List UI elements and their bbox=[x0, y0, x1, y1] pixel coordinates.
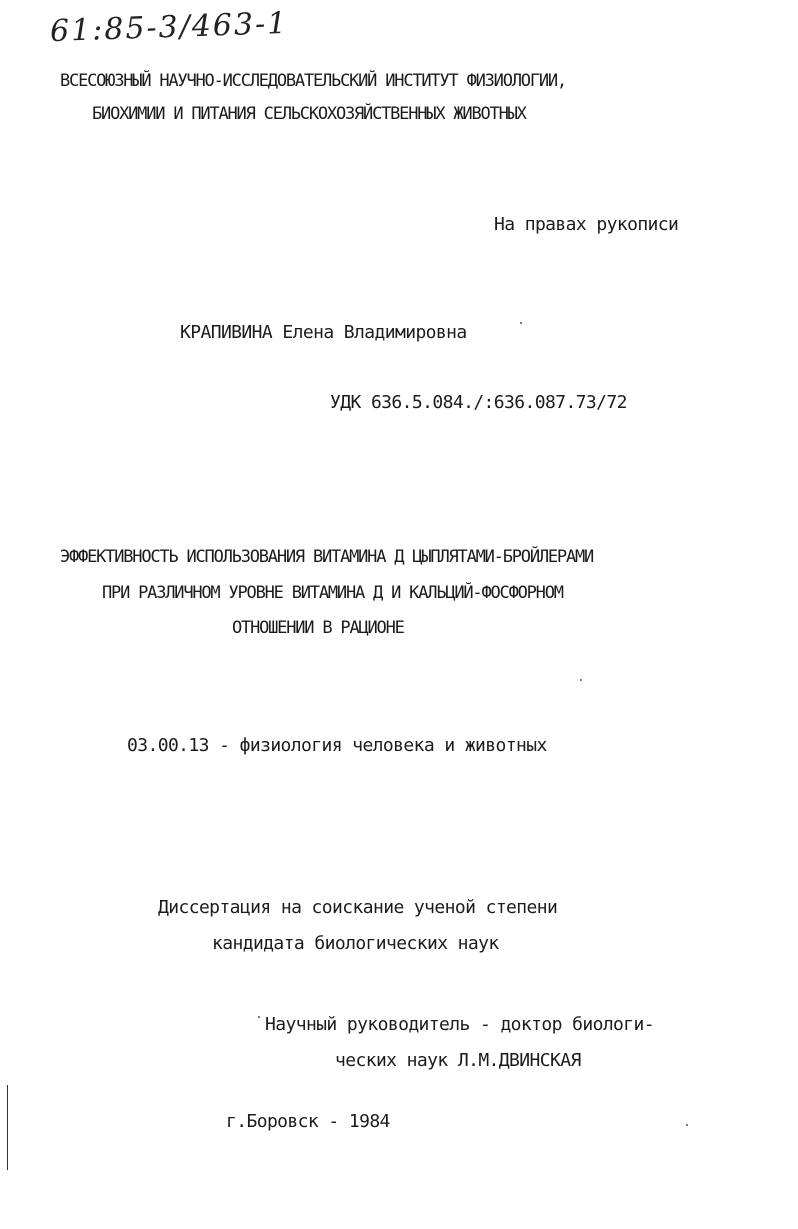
scan-speck bbox=[580, 679, 582, 681]
dissertation-title-line-3: ОТНОШЕНИИ В РАЦИОНЕ bbox=[232, 618, 404, 638]
institution-line-2: БИОХИМИИ И ПИТАНИЯ СЕЛЬСКОХОЗЯЙСТВЕННЫХ ЖИВОТНЫХ bbox=[92, 104, 526, 124]
author-name: КРАПИВИНА Елена Владимировна bbox=[180, 322, 467, 343]
manuscript-rights-note: На правах рукописи bbox=[494, 214, 679, 235]
scan-speck bbox=[686, 1124, 688, 1126]
supervisor-line-2: ческих наук Л.М.ДВИНСКАЯ bbox=[335, 1050, 581, 1071]
degree-line-1: Диссертация на соискание ученой степени bbox=[158, 897, 558, 918]
udc-code: УДК 636.5.084./:636.087.73/72 bbox=[330, 392, 627, 413]
degree-line-2: кандидата биологических наук bbox=[212, 933, 499, 954]
institution-line-1: ВСЕСОЮЗНЫЙ НАУЧНО-ИССЛЕДОВАТЕЛЬСКИЙ ИНСТИТУТ ФИЗИОЛОГИИ, bbox=[60, 71, 566, 91]
dissertation-title-line-2: ПРИ РАЗЛИЧНОМ УРОВНЕ ВИТАМИНА Д И КАЛЬЦИЙ-ФОСФОРНОМ bbox=[102, 583, 563, 603]
specialty-code: 03.00.13 - физиология человека и животных bbox=[127, 735, 547, 756]
scan-speck bbox=[258, 1016, 260, 1018]
archive-handwritten-mark: 61:85-3/463-1 bbox=[49, 5, 289, 50]
supervisor-line-1: Научный руководитель - доктор биологи- bbox=[265, 1014, 655, 1035]
scan-margin-line bbox=[7, 1085, 8, 1170]
scan-speck bbox=[520, 322, 522, 324]
place-and-year: г.Боровск - 1984 bbox=[226, 1111, 390, 1132]
dissertation-title-line-1: ЭФФЕКТИВНОСТЬ ИСПОЛЬЗОВАНИЯ ВИТАМИНА Д ЦЫПЛЯТАМИ-БРОЙЛЕРАМИ bbox=[60, 547, 594, 567]
